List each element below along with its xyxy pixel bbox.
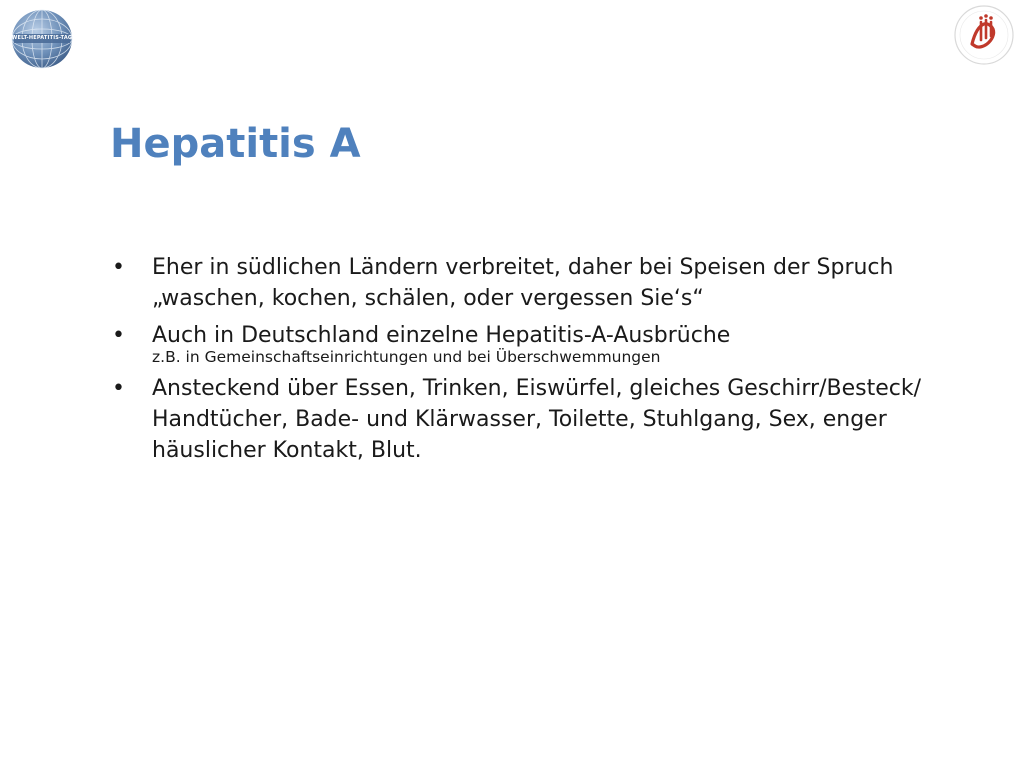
bullet-text: Auch in Deutschland einzelne Hepatitis-A-Ausbrüche [152, 323, 731, 348]
bullet-item [112, 320, 962, 367]
bullet-text: Ansteckend über Essen, Trinken, Eiswürfel, gleiches Geschirr/Besteck/ Handtücher, Bade- und Klärwasser, Toilette, Stuhlgang, Sex, enger häuslicher Kontakt, Blut. [152, 376, 922, 463]
seal-icon [953, 4, 1015, 66]
bullet-glyph: • [112, 323, 125, 348]
slide-title: Hepatitis A [110, 121, 361, 167]
bullet-text: Eher in südlichen Ländern verbreitet, daher bei Speisen der Spruch „waschen, kochen, schälen, oder vergessen Sie‘s“ [152, 255, 894, 311]
welt-hepatitis-tag-logo [10, 8, 74, 70]
bullet-glyph: • [112, 255, 125, 280]
organization-seal-logo [953, 4, 1015, 66]
bullet-subtext: z.B. in Gemeinschaftseinrichtungen und bei Überschwemmungen [152, 348, 661, 366]
bullet-item [112, 252, 962, 314]
bullet-item [112, 373, 962, 466]
logo-caption: WELT-HEPATITIS-TAG [11, 35, 73, 41]
bullet-glyph: • [112, 376, 125, 401]
bullet-list [112, 252, 962, 472]
